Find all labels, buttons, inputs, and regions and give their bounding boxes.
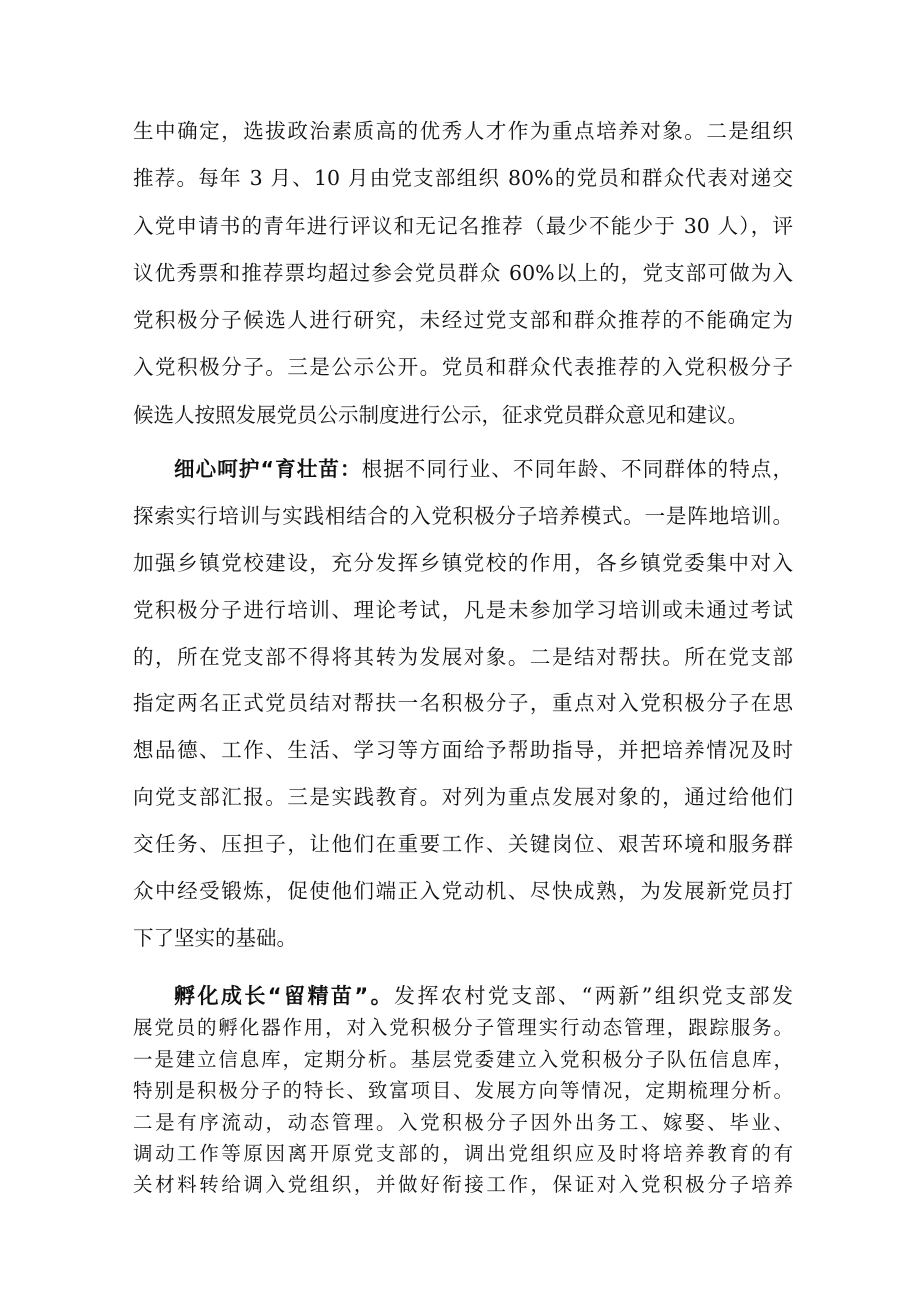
text-line: 交任务、压担子，让他们在重要工作、关键岗位、艰苦环境和服务群 xyxy=(133,832,793,857)
text-line: 众中经受锻炼，促使他们端正入党动机、尽快成熟，为发展新党员打 xyxy=(133,879,793,904)
text-segment: 发挥农村党支部、“两新”组织党支部发 xyxy=(394,984,793,1008)
text-line: 探索实行培训与实践相结合的入党积极分子培养模式。一是阵地培训。 xyxy=(133,503,793,528)
text-line xyxy=(133,981,793,1012)
text-line: 二是有序流动，动态管理。入党积极分子因外出务工、嫁娶、毕业、 xyxy=(133,1110,793,1134)
text-line: 加强乡镇党校建设，充分发挥乡镇党校的作用，各乡镇党委集中对入 xyxy=(133,550,793,575)
text-line: 推荐。每年 3 月、10 月由党支部组织 80%的党员和群众代表对递交 xyxy=(133,166,793,191)
paragraph-incubate-fine-seedlings xyxy=(133,981,793,1201)
text-line: 的，所在党支部不得将其转为发展对象。二是结对帮扶。所在党支部 xyxy=(133,644,793,669)
text-line: 指定两名正式党员结对帮扶一名积极分子，重点对入党积极分子在思 xyxy=(133,691,793,716)
text-line: 生中确定，选拔政治素质高的优秀人才作为重点培养对象。二是组织 xyxy=(133,119,793,143)
text-line: 调动工作等原因离开原党支部的，调出党组织应及时将培养教育的有 xyxy=(133,1141,793,1165)
text-line: 议优秀票和推荐票均超过参会党员群众 60%以上的，党支部可做为入 xyxy=(133,260,793,285)
text-line: 下了坚实的基础。 xyxy=(133,925,297,950)
section-heading: 细心呵护“育壮苗： xyxy=(174,457,362,481)
text-line: 党积极分子候选人进行研究，未经过党支部和群众推荐的不能确定为 xyxy=(133,308,793,333)
text-line: 想品德、工作、生活、学习等方面给予帮助指导，并把培养情况及时 xyxy=(133,738,793,763)
text-line: 候选人按照发展党员公示制度进行公示，征求党员群众意见和建议。 xyxy=(133,402,748,427)
text-segment: 根据不同行业、不同年龄、不同群体的特点， xyxy=(361,457,793,481)
text-line xyxy=(133,446,793,493)
text-line: 展党员的孵化器作用，对入党积极分子管理实行动态管理，跟踪服务。 xyxy=(133,1016,793,1040)
text-line: 向党支部汇报。三是实践教育。对列为重点发展对象的，通过给他们 xyxy=(133,785,793,810)
paragraph-selection-and-recommendation xyxy=(133,108,793,439)
paragraph-nurture-strong-seedlings xyxy=(133,446,793,962)
text-line: 特别是积极分子的特长、致富项目、发展方向等情况，定期梳理分析。 xyxy=(133,1079,793,1103)
text-line: 党积极分子进行培训、理论考试，凡是未参加学习培训或未通过考试 xyxy=(133,597,793,622)
text-line: 入党积极分子。三是公示公开。党员和群众代表推荐的入党积极分子 xyxy=(133,355,793,380)
text-line: 入党申请书的青年进行评议和无记名推荐（最少不能少于 30 人），评 xyxy=(133,213,793,238)
section-heading: 孵化成长“留精苗”。 xyxy=(174,984,395,1008)
text-line: 关材料转给调入党组织，并做好衔接工作，保证对入党积极分子培养 xyxy=(133,1173,793,1197)
text-line: 一是建立信息库，定期分析。基层党委建立入党积极分子队伍信息库， xyxy=(133,1047,793,1071)
